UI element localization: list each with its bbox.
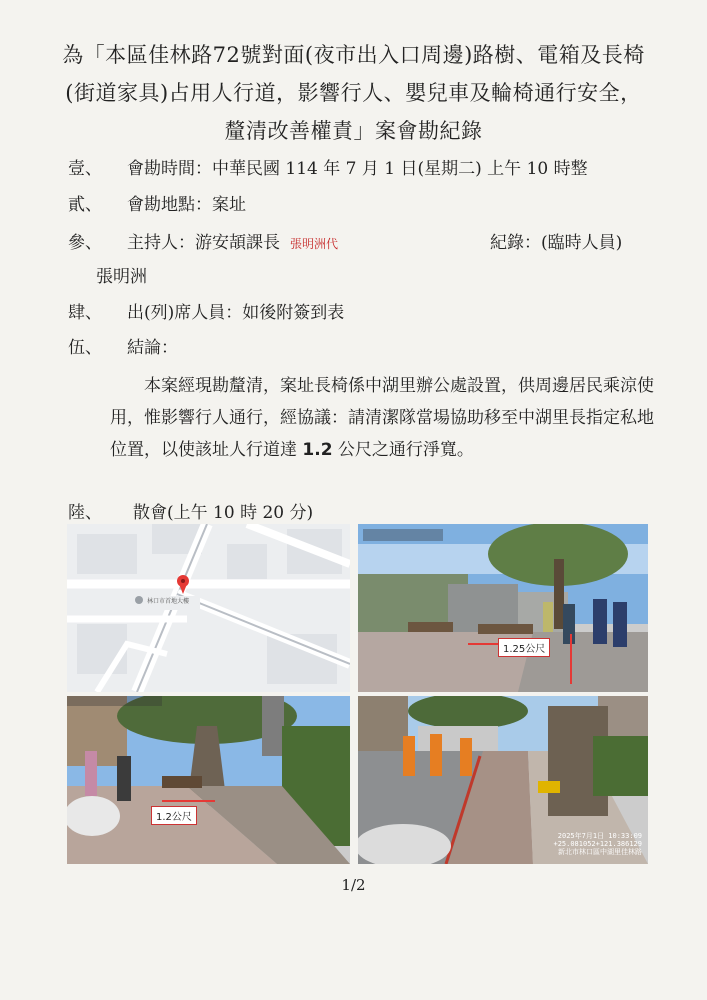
site-photo-sidewalk-tree-graphic (67, 696, 350, 864)
site-photo-bench (358, 524, 648, 692)
meeting-time: 會勘時間：中華民國 114 年 7 月 1 日(星期二) 上午 10 時整 (127, 159, 588, 179)
meeting-location: 會勘地點：案址 (127, 195, 246, 215)
site-photo-sidewalk-tree (67, 696, 350, 864)
conclusion-text-2: 公尺之通行淨寬。 (332, 440, 474, 460)
title-line-1: 為「本區佳林路72號對面(夜市出入口周邊)路樹、電箱及長椅 (62, 43, 645, 67)
attendees: 出(列)席人員：如後附簽到表 (127, 303, 345, 323)
timestamp-datetime: 2025年7月1日 10:33:09 (557, 832, 642, 840)
site-photo-workers (358, 696, 648, 864)
width-label-1-2m: 1.2公尺 (151, 806, 197, 825)
map-place-label: 林口市首地大樓 (147, 598, 190, 605)
item-number-5: 伍、 (68, 338, 102, 358)
adjournment: 散會(上午 10 時 20 分) (133, 503, 314, 523)
title-line-3: 釐清改善權責」案會勘紀錄 (224, 119, 483, 143)
width-label-1-25m: 1.25公尺 (498, 638, 550, 657)
map-photo (67, 524, 350, 692)
page-number: 1/2 (341, 876, 366, 894)
timestamp-location: 新北市林口區中湖里佳林路 (558, 848, 642, 856)
recorder-label: 紀錄：(臨時人員) (490, 233, 623, 253)
conclusion-text-1: 本案經現勘釐清，案址長椅係中湖里辦公處設置，供周邊居民乘涼使用，惟影響行人通行，經協議：請清潔隊當場協助移至中湖里長指定私地位置，以使該址人行道達 (110, 376, 654, 460)
proxy-signature: 張明洲代 (290, 237, 339, 251)
conclusion-heading: 結論： (127, 338, 178, 358)
item-number-3: 參、 (68, 233, 102, 253)
chairperson-text: 主持人：游安頡課長 (127, 233, 280, 253)
conclusion-paragraph (110, 370, 655, 466)
title-line-2: (街道家具)占用人行道，影響行人、嬰兒車及輪椅通行安全， (65, 81, 642, 105)
item-number-1: 壹、 (68, 159, 102, 179)
item-number-6: 陸、 (68, 503, 102, 523)
document-title (30, 36, 677, 150)
recorder-name: 張明洲 (96, 267, 147, 287)
timestamp-coordinates: +25.081052+121.386129 (553, 840, 642, 848)
item-number-4: 肆、 (68, 303, 102, 323)
map-graphic (67, 524, 350, 692)
photo-timestamp (553, 832, 642, 856)
site-photo-bench-graphic (358, 524, 648, 692)
item-number-2: 貳、 (68, 195, 102, 215)
chairperson (127, 228, 338, 253)
conclusion-width-value: 1.2 (302, 440, 333, 460)
